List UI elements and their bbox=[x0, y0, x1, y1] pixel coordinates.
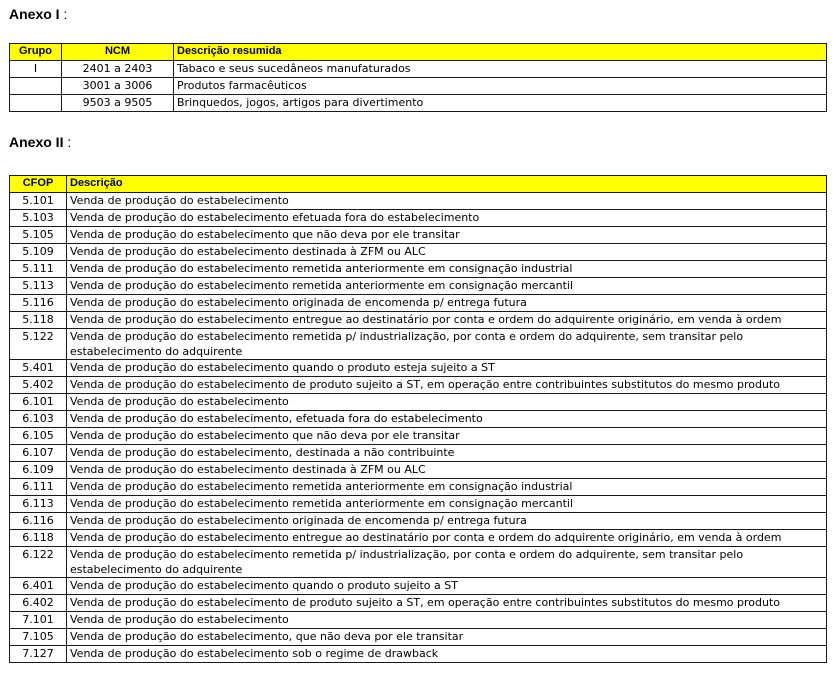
cell-cfop: 6.109 bbox=[10, 462, 67, 479]
table-row bbox=[10, 462, 827, 479]
table-row bbox=[10, 261, 827, 278]
cell-descricao: Venda de produção do estabelecimento sob o regime de drawback bbox=[67, 646, 827, 663]
table-row bbox=[10, 496, 827, 513]
table-row bbox=[10, 479, 827, 496]
table-row bbox=[10, 95, 827, 112]
anexo-2-colon: : bbox=[63, 134, 72, 150]
cell-descricao: Venda de produção do estabelecimento remetida anteriormente em consignação mercantil bbox=[67, 496, 827, 513]
cell-cfop: 6.401 bbox=[10, 578, 67, 595]
cell-cfop: 6.116 bbox=[10, 513, 67, 530]
table-row bbox=[10, 193, 827, 210]
table-row bbox=[10, 227, 827, 244]
cell-cfop: 6.107 bbox=[10, 445, 67, 462]
anexo-2-table bbox=[9, 175, 827, 663]
table-row bbox=[10, 428, 827, 445]
cell-cfop: 5.402 bbox=[10, 377, 67, 394]
cell-ncm: 2401 a 2403 bbox=[62, 61, 174, 78]
table-row bbox=[10, 411, 827, 428]
table-row bbox=[10, 244, 827, 261]
cell-descricao: Venda de produção do estabelecimento bbox=[67, 612, 827, 629]
cell-cfop: 6.402 bbox=[10, 595, 67, 612]
table-row bbox=[10, 295, 827, 312]
table-row bbox=[10, 595, 827, 612]
cell-grupo bbox=[10, 95, 62, 112]
cell-descricao: Venda de produção do estabelecimento quando o produto sujeito a ST bbox=[67, 578, 827, 595]
cell-cfop: 6.101 bbox=[10, 394, 67, 411]
table-row bbox=[10, 377, 827, 394]
cell-cfop: 5.401 bbox=[10, 360, 67, 377]
cell-descricao: Venda de produção do estabelecimento remetida anteriormente em consignação industrial bbox=[67, 261, 827, 278]
header-descricao: Descrição bbox=[67, 176, 827, 193]
cell-descricao: Venda de produção do estabelecimento entregue ao destinatário por conta e ordem do adquirente originário, em venda à ordem bbox=[67, 530, 827, 547]
header-ncm: NCM bbox=[62, 44, 174, 61]
cell-ncm: 9503 a 9505 bbox=[62, 95, 174, 112]
table-row bbox=[10, 578, 827, 595]
cell-descricao: Venda de produção do estabelecimento remetida anteriormente em consignação mercantil bbox=[67, 278, 827, 295]
header-cfop: CFOP bbox=[10, 176, 67, 193]
header-grupo: Grupo bbox=[10, 44, 62, 61]
cell-descricao: Venda de produção do estabelecimento de produto sujeito a ST, em operação entre contribuintes substitutos do mesmo produto bbox=[67, 377, 827, 394]
table-header-row bbox=[10, 176, 827, 193]
cell-grupo bbox=[10, 78, 62, 95]
header-descricao-resumida: Descrição resumida bbox=[174, 44, 827, 61]
cell-cfop: 5.116 bbox=[10, 295, 67, 312]
cell-cfop: 6.111 bbox=[10, 479, 67, 496]
cell-descricao: Venda de produção do estabelecimento de produto sujeito a ST, em operação entre contribuintes substitutos do mesmo produto bbox=[67, 595, 827, 612]
cell-descricao: Venda de produção do estabelecimento, destinada a não contribuinte bbox=[67, 445, 827, 462]
cell-descricao: Venda de produção do estabelecimento destinada à ZFM ou ALC bbox=[67, 462, 827, 479]
cell-descricao: Venda de produção do estabelecimento entregue ao destinatário por conta e ordem do adquirente originário, em venda à ordem bbox=[67, 312, 827, 329]
table-row bbox=[10, 612, 827, 629]
cell-cfop: 5.113 bbox=[10, 278, 67, 295]
cell-descricao: Brinquedos, jogos, artigos para divertimento bbox=[174, 95, 827, 112]
cell-descricao: Venda de produção do estabelecimento efetuada fora do estabelecimento bbox=[67, 210, 827, 227]
cell-cfop: 6.103 bbox=[10, 411, 67, 428]
table-row bbox=[10, 312, 827, 329]
cell-ncm: 3001 a 3006 bbox=[62, 78, 174, 95]
cell-cfop: 7.101 bbox=[10, 612, 67, 629]
table-row bbox=[10, 530, 827, 547]
cell-cfop: 5.103 bbox=[10, 210, 67, 227]
cell-descricao: Venda de produção do estabelecimento remetida p/ industrialização, por conta e ordem do adquirente, sem transitar pelo estabelecimento do adquirente bbox=[67, 329, 827, 360]
table-row bbox=[10, 646, 827, 663]
table-row bbox=[10, 629, 827, 646]
cell-cfop: 5.101 bbox=[10, 193, 67, 210]
cell-cfop: 5.122 bbox=[10, 329, 67, 360]
cell-cfop: 7.127 bbox=[10, 646, 67, 663]
cell-descricao: Produtos farmacêuticos bbox=[174, 78, 827, 95]
table-row bbox=[10, 513, 827, 530]
cell-cfop: 6.105 bbox=[10, 428, 67, 445]
cell-descricao: Venda de produção do estabelecimento, efetuada fora do estabelecimento bbox=[67, 411, 827, 428]
table-row bbox=[10, 278, 827, 295]
anexo-1-table bbox=[9, 43, 827, 112]
cell-cfop: 6.113 bbox=[10, 496, 67, 513]
anexo-1-colon: : bbox=[59, 6, 68, 22]
cell-cfop: 7.105 bbox=[10, 629, 67, 646]
anexo-1-title: Anexo I bbox=[9, 6, 60, 22]
cell-descricao: Tabaco e seus sucedâneos manufaturados bbox=[174, 61, 827, 78]
anexo-2-title: Anexo II bbox=[9, 134, 64, 150]
cell-grupo: I bbox=[10, 61, 62, 78]
cell-cfop: 6.122 bbox=[10, 547, 67, 578]
anexo-2-heading bbox=[9, 134, 71, 150]
anexo-1-heading bbox=[9, 6, 67, 22]
cell-descricao: Venda de produção do estabelecimento originada de encomenda p/ entrega futura bbox=[67, 513, 827, 530]
table-row bbox=[10, 329, 827, 360]
cell-descricao: Venda de produção do estabelecimento que não deva por ele transitar bbox=[67, 227, 827, 244]
cell-descricao: Venda de produção do estabelecimento bbox=[67, 193, 827, 210]
table-row bbox=[10, 61, 827, 78]
cell-descricao: Venda de produção do estabelecimento remetida p/ industrialização, por conta e ordem do adquirente, sem transitar pelo estabelecimento do adquirente bbox=[67, 547, 827, 578]
cell-descricao: Venda de produção do estabelecimento bbox=[67, 394, 827, 411]
cell-cfop: 6.118 bbox=[10, 530, 67, 547]
table-row bbox=[10, 394, 827, 411]
cell-descricao: Venda de produção do estabelecimento que não deva por ele transitar bbox=[67, 428, 827, 445]
table-row bbox=[10, 360, 827, 377]
table-header-row bbox=[10, 44, 827, 61]
table-row bbox=[10, 547, 827, 578]
cell-cfop: 5.111 bbox=[10, 261, 67, 278]
table-row bbox=[10, 210, 827, 227]
cell-cfop: 5.109 bbox=[10, 244, 67, 261]
cell-cfop: 5.105 bbox=[10, 227, 67, 244]
cell-descricao: Venda de produção do estabelecimento destinada à ZFM ou ALC bbox=[67, 244, 827, 261]
table-row bbox=[10, 78, 827, 95]
anexo-2-table-body bbox=[10, 193, 827, 663]
cell-descricao: Venda de produção do estabelecimento, que não deva por ele transitar bbox=[67, 629, 827, 646]
cell-cfop: 5.118 bbox=[10, 312, 67, 329]
cell-descricao: Venda de produção do estabelecimento quando o produto esteja sujeito a ST bbox=[67, 360, 827, 377]
table-row bbox=[10, 445, 827, 462]
cell-descricao: Venda de produção do estabelecimento originada de encomenda p/ entrega futura bbox=[67, 295, 827, 312]
cell-descricao: Venda de produção do estabelecimento remetida anteriormente em consignação industrial bbox=[67, 479, 827, 496]
